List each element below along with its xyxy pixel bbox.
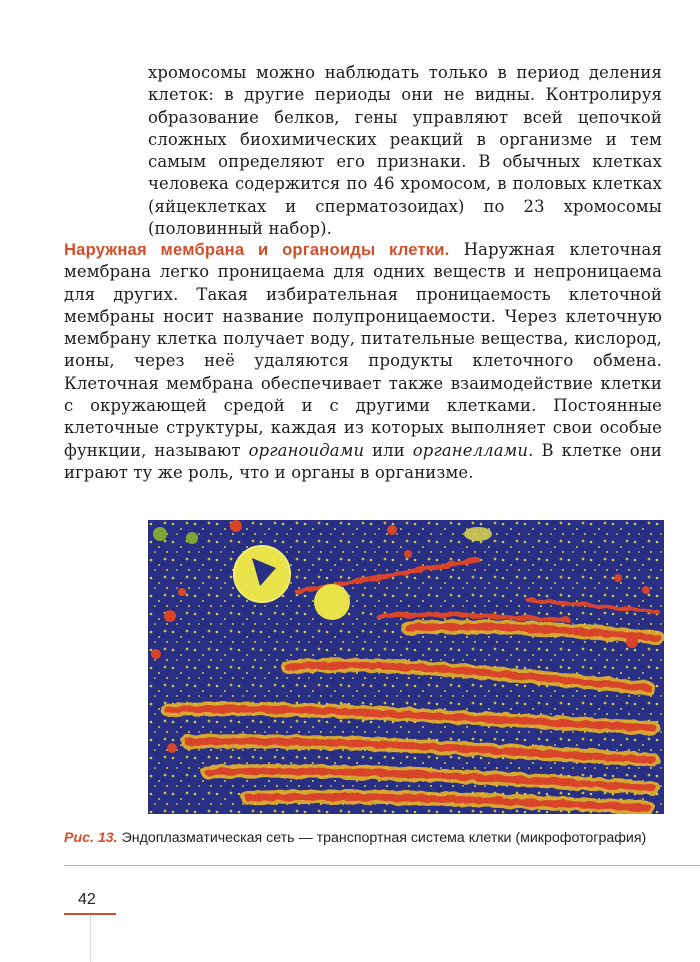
paragraph-body-end: . В клетке они играют ту же роль, что и органы в организме. [64, 440, 662, 482]
caption-divider [64, 865, 700, 866]
figure-caption-text: Эндоплазматическая сеть — транспортная система клетки (микрофотография) [121, 830, 647, 846]
body-paragraph-membrane [64, 239, 662, 484]
page-number: 42 [78, 891, 96, 908]
paragraph-text [64, 239, 662, 484]
page-number-rule [64, 913, 116, 915]
word-or: или [372, 440, 405, 460]
margin-dotted-line [90, 916, 91, 962]
figure-label: Рис. 13. [64, 830, 118, 846]
term-organoids: органоидами [248, 440, 365, 460]
figure-caption [64, 829, 664, 848]
section-heading: Наружная мембрана и органоиды клетки. [64, 240, 450, 259]
term-organelles: органеллами [412, 440, 529, 460]
paragraph-body: Наружная клеточная мембрана легко проницаема для одних веществ и непроницаема для других. Такая избирательная проницаемость клеточной мембраны носит название полупроницаемости. Через клеточную мембрану клетка получает воду, питательные вещества, кислород, ионы, через неё удаляются продукты клеточного обмена. Клеточная мембрана обеспечивает также взаимодействие клетки с окружающей средой и с другими клетками. Постоянные клеточные структуры, каждая из которых выполняет свои особые функции, называют [64, 240, 662, 460]
paragraph-text: хромосомы можно наблюдать только в период деления клеток: в другие периоды они не видны. Контролируя образование белков, гены управляют всей цепочкой сложных биохимических реакций в организме и тем самым определяют его признаки. В обычных клетках человека содержится по 46 хромосом, в половых клетках (яйцеклетках и сперматозоидах) по 23 хромосомы (половинный набор). [148, 63, 662, 239]
er-micrograph-image [148, 520, 664, 814]
body-paragraph-chromosomes [148, 62, 662, 240]
